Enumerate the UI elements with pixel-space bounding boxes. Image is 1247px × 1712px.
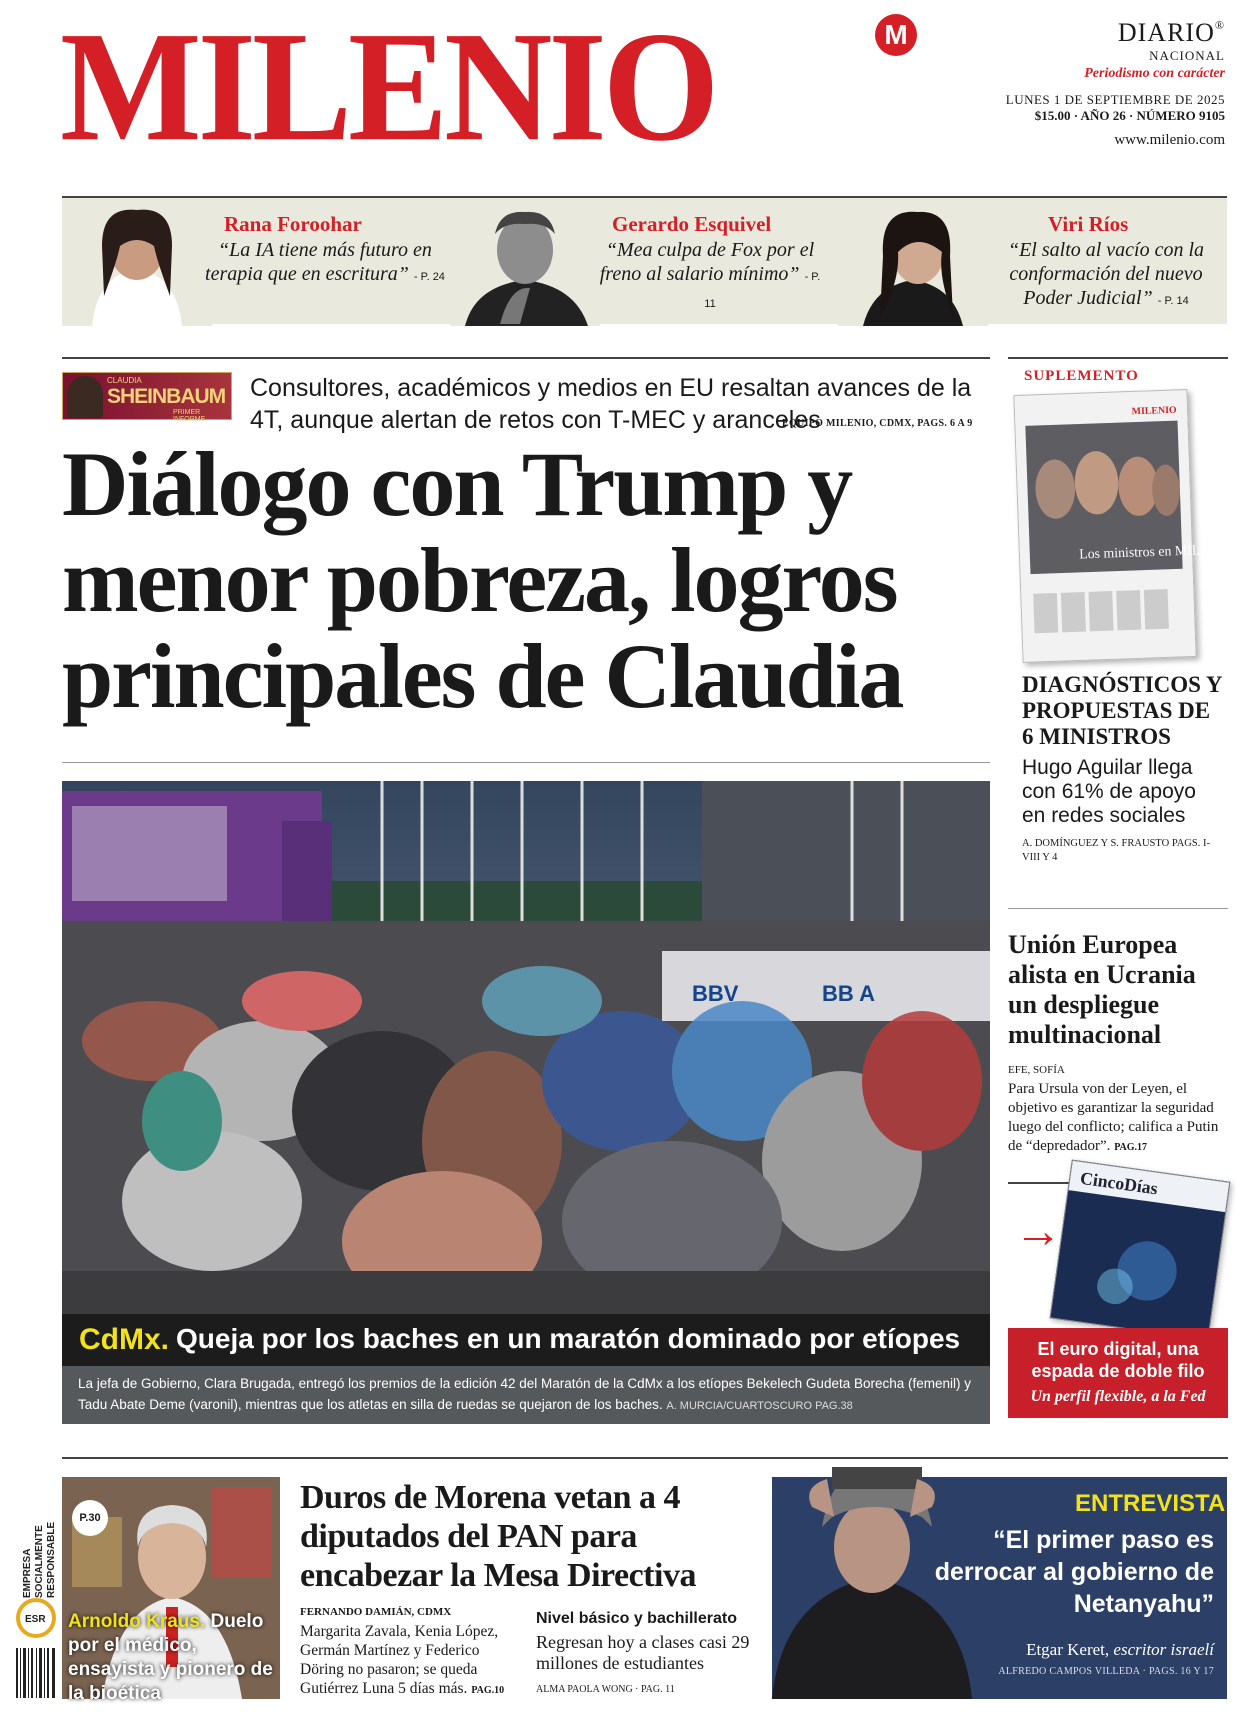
kicker-sub: PRIMER INFORME xyxy=(173,409,206,423)
columnist-photo xyxy=(62,206,212,326)
kicker-small: CLAUDIA xyxy=(107,376,142,385)
divider xyxy=(62,357,990,359)
columnist-quote: “Mea culpa de Fox por el freno al salario mínimo” - P. 11 xyxy=(599,239,821,310)
columnist-3[interactable] xyxy=(838,198,1226,326)
columnist-name: Gerardo Esquivel xyxy=(612,212,772,236)
edition-date: LUNES 1 DE SEPTIEMBRE DE 2025 xyxy=(1005,92,1225,107)
columnist-quote: “El salto al vacío con la conformación del nuevo Poder Judicial” - P. 14 xyxy=(1007,239,1205,309)
columnist-photo xyxy=(838,206,988,326)
cinco-dias-title: CincoDías xyxy=(1078,1167,1159,1199)
kicker-portrait xyxy=(67,376,103,418)
marathon-photo[interactable] xyxy=(62,781,990,1314)
supplement-body: Hugo Aguilar llega con 61% de apoyo en redes sociales xyxy=(1022,756,1196,827)
esr-text: RESPONSABLE xyxy=(46,1521,57,1598)
morena-body: Margarita Zavala, Kenia López, Germán Martínez y Federico Döring no pasaron; se queda Gutiérrez Luna 5 días más. PAG.10 xyxy=(300,1623,505,1697)
ue-body: Para Ursula von der Leyen, el objetivo es garantizar la seguridad luego del conflicto; califica a Putin de “depredador”. PAG.17 xyxy=(1008,1081,1219,1154)
masthead-logo[interactable]: MILENIO xyxy=(60,0,716,174)
photo-caption: La jefa de Gobierno, Clara Brugada, entregó los premios de la edición 42 del Maratón de la CdMx a los etíopes Bekelech Gudeta Borecha (femenil) y Tadu Abate Deme (varonil), mientras que los atletas en silla de ruedas se quejaron de los baches. A. MURCIA/CUARTOSCURO PAG.38 xyxy=(62,1366,990,1424)
photo-headline-bar[interactable] xyxy=(62,1314,990,1366)
cinco-dias-promo[interactable] xyxy=(1008,1328,1228,1418)
morena-byline: FERNANDO DAMIÁN, CDMX xyxy=(300,1606,452,1618)
divider xyxy=(62,762,990,763)
kicker-name: SHEINBAUM xyxy=(107,385,226,408)
cinco-dias-cover[interactable] xyxy=(1050,1160,1231,1341)
banner-text: BB A xyxy=(822,981,875,1006)
nivel-byline: ALMA PAOLA WONG · PAG. 11 xyxy=(536,1684,675,1695)
kraus-caption[interactable]: Arnoldo Kraus. Duelo por el médico, ensayista y pionero de la bioética xyxy=(68,1611,273,1704)
columnist-name: Viri Ríos xyxy=(1048,212,1129,236)
divider xyxy=(1008,908,1228,909)
nivel-headline[interactable]: Nivel básico y bachillerato xyxy=(536,1610,737,1627)
columnist-2[interactable] xyxy=(450,198,838,326)
kicker-badge xyxy=(62,372,232,423)
promo-subtitle: Un perfil flexible, a la Fed xyxy=(1030,1388,1206,1405)
photo-credit: A. MURCIA/CUARTOSCURO PAG.38 xyxy=(666,1400,853,1412)
edition-price: $15.00 · AÑO 26 · NÚMERO 9105 xyxy=(1034,108,1225,123)
supplement-byline: A. DOMÍNGUEZ Y S. FRAUSTO PAGS. I-VIII Y 4 xyxy=(1022,838,1210,863)
promo-title: El euro digital, una espada de doble filo xyxy=(1031,1339,1205,1381)
lead-deck: Consultores, académicos y medios en EU resaltan avances de la 4T, aunque alertan de retos con T-MEC y aranceles xyxy=(250,374,972,434)
supplement-cover-title: Los ministros en MILENIO xyxy=(1079,541,1234,562)
website-link[interactable]: www.milenio.com xyxy=(1114,132,1225,148)
edition-block xyxy=(1006,18,1225,149)
supplement-headline[interactable]: DIAGNÓSTICOS Y PROPUESTAS DE 6 MINISTROS xyxy=(1022,672,1222,749)
esr-text: EMPRESA xyxy=(22,1548,33,1598)
ue-headline[interactable]: Unión Europea alista en Ucrania un despliegue multinacional xyxy=(1008,930,1196,1049)
interview-label: ENTREVISTA xyxy=(1075,1490,1226,1517)
logo-badge: M xyxy=(875,14,917,56)
esr-badge xyxy=(10,1468,62,1704)
divider xyxy=(62,1457,1228,1459)
lead-byline: EQUIPO MILENIO, CDMX, PAGS. 6 A 9 xyxy=(782,418,973,429)
interview-quote[interactable]: “El primer paso es derrocar al gobierno de Netanyahu” xyxy=(934,1526,1214,1618)
banner-text: BBV xyxy=(692,981,739,1006)
supplement-label: SUPLEMENTO xyxy=(1024,368,1139,384)
edition-tagline: Periodismo con carácter xyxy=(1084,66,1225,81)
esr-text: SOCIALMENTE xyxy=(34,1525,45,1598)
columnist-photo xyxy=(450,206,600,326)
morena-headline[interactable]: Duros de Morena vetan a 4 diputados del PAN para encabezar la Mesa Directiva xyxy=(300,1479,696,1594)
photo-location: CdMx. xyxy=(79,1323,169,1356)
nivel-body: Regresan hoy a clases casi 29 millones de estudiantes xyxy=(536,1632,750,1673)
kraus-page-badge: P.30 xyxy=(72,1500,108,1536)
edition-section: NACIONAL xyxy=(1149,48,1225,63)
columnist-quote: “La IA tiene más futuro en terapia que en escritura” - P. 24 xyxy=(205,239,445,285)
photo-headline: Queja por los baches en un maratón dominado por etíopes xyxy=(176,1323,961,1354)
columnist-name: Rana Foroohar xyxy=(224,212,362,236)
columnists-strip xyxy=(62,196,1227,324)
interview-byline: ALFREDO CAMPOS VILLEDA · PAGS. 16 Y 17 xyxy=(998,1666,1214,1677)
interview-name: Etgar Keret, escritor israelí xyxy=(1026,1640,1214,1659)
arrow-icon: → xyxy=(1014,1205,1062,1258)
columnist-1[interactable] xyxy=(62,198,450,326)
divider xyxy=(1008,357,1228,359)
edition-title: DIARIO® xyxy=(1117,18,1225,47)
ue-byline: EFE, SOFÍA xyxy=(1008,1064,1065,1076)
svg-text:MILENIO: MILENIO xyxy=(1131,404,1177,418)
supplement-cover[interactable] xyxy=(1013,389,1234,663)
lead-headline[interactable]: Diálogo con Trump y menor pobreza, logros principales de Claudia xyxy=(62,433,903,727)
esr-logo-text: ESR xyxy=(25,1614,46,1625)
